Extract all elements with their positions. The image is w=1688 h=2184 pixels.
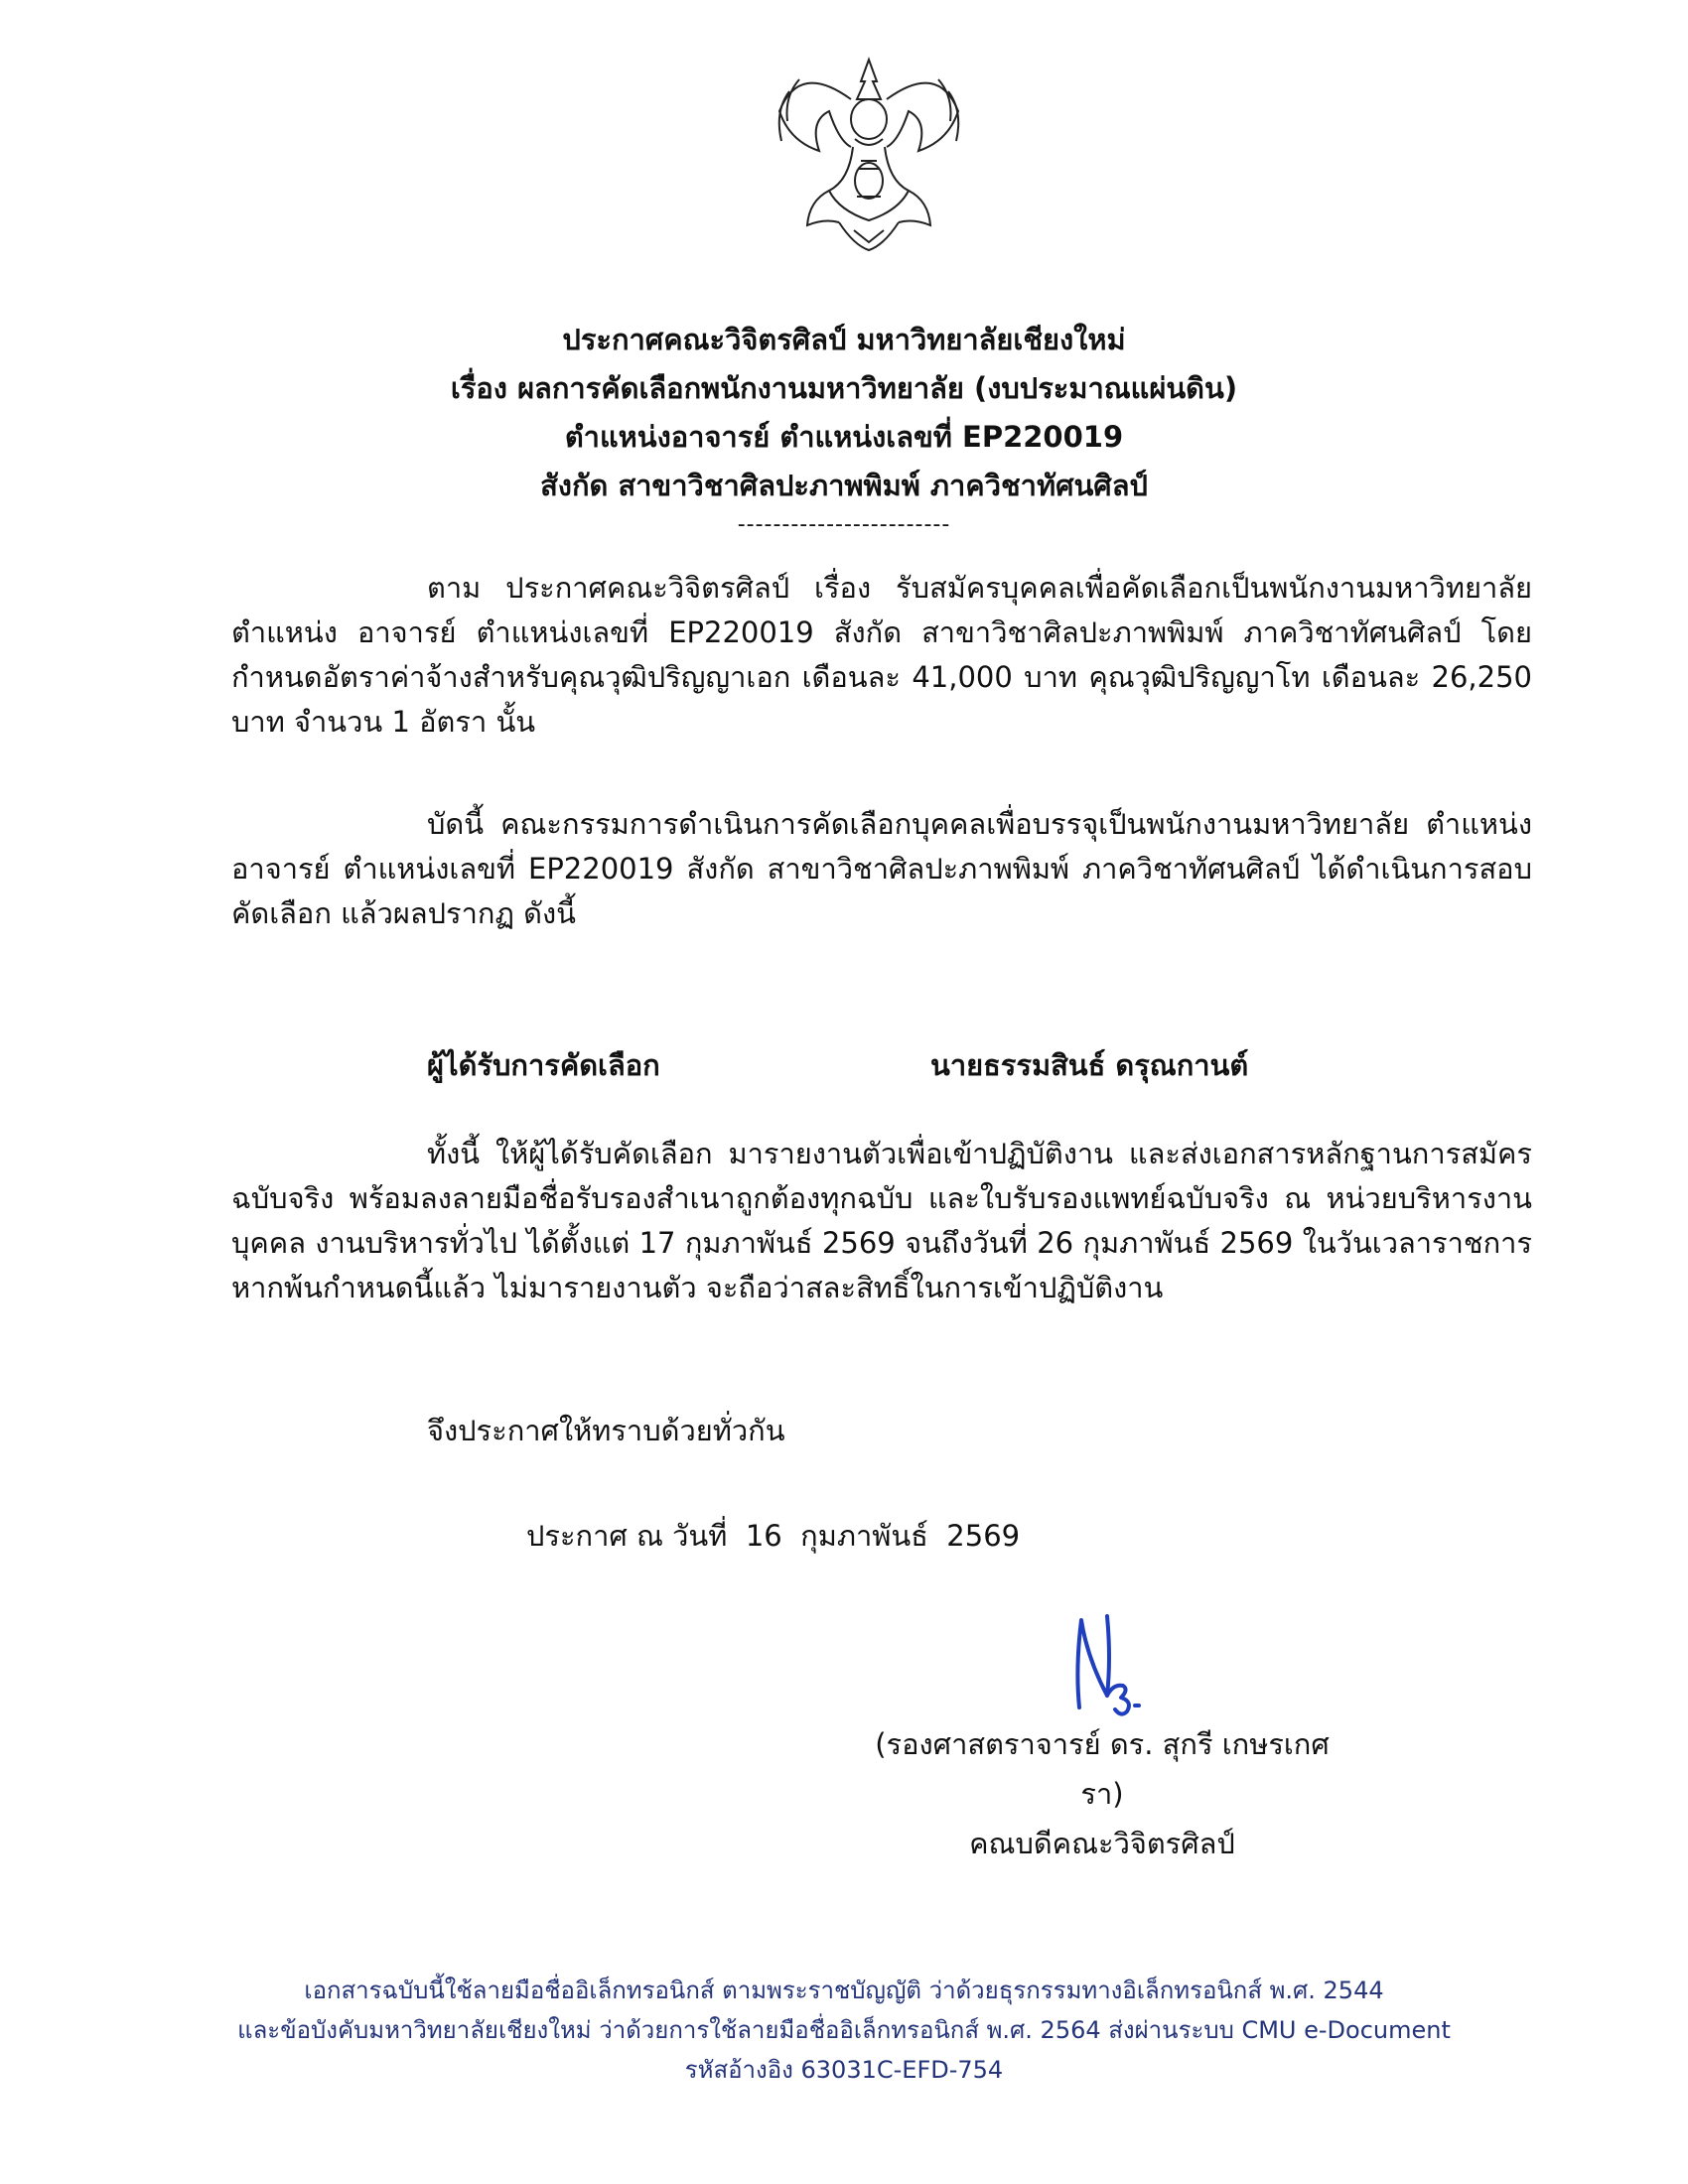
header-subject: เรื่อง ผลการคัดเลือกพนักงานมหาวิทยาลัย (งบประมาณแผ่นดิน) [450, 371, 1238, 405]
header-position: ตำแหน่งอาจารย์ ตำแหน่งเลขที่ EP220019 [564, 420, 1124, 454]
paragraph-recruitment: ตาม ประกาศคณะวิจิตรศิลป์ เรื่อง รับสมัครบุคคลเพื่อคัดเลือกเป็นพนักงานมหาวิทยาลัย ตำแหน่ง อาจารย์ ตำแหน่งเลขที่ EP220019 สังกัด สาขาวิชาศิลปะภาพพิมพ์ ภาควิชาทัศนศิลป์ โดยกำหนดอัตราค่าจ้างสำหรับคุณวุฒิปริญญาเอก เดือนละ 41,000 บาท คุณวุฒิปริญญาโท เดือนละ 26,250 บาท จำนวน 1 อัตรา นั้น [231, 571, 1532, 739]
selected-label: ผู้ได้รับการคัดเลือก [427, 1048, 660, 1082]
handwritten-signature-icon [1067, 1598, 1177, 1722]
signer-title: คณบดีคณะวิจิตรศิลป์ [969, 1827, 1235, 1860]
e-signature-footer [0, 1971, 1688, 2090]
signer-name: (รองศาสตราจารย์ ดร. สุกรี เกษรเกศรา) [875, 1727, 1330, 1811]
selected-candidate [427, 1042, 1249, 1088]
footer-line-1: เอกสารฉบับนี้ใช้ลายมือชื่ออิเล็กทรอนิกส์ ตามพระราชบัญญัติ ว่าด้วยธุรกรรมทางอิเล็กทรอนิกส์ พ.ศ. 2544 [304, 1977, 1384, 2004]
announcement-body-continued [231, 1132, 1532, 1310]
closing-statement: จึงประกาศให้ทราบด้วยทั่วกัน [427, 1414, 785, 1447]
announcement-header [0, 316, 1688, 540]
header-separator: ------------------------ [737, 512, 951, 537]
signer-block [854, 1719, 1350, 1868]
announcement-date: ประกาศ ณ วันที่ 16 กุมภาพันธ์ 2569 [526, 1519, 1021, 1553]
header-affiliation: สังกัด สาขาวิชาศิลปะภาพพิมพ์ ภาควิชาทัศนศิลป์ [540, 469, 1148, 502]
footer-reference-code: รหัสอ้างอิง 63031C-EFD-754 [684, 2056, 1004, 2084]
paragraph-reporting: ทั้งนี้ ให้ผู้ได้รับคัดเลือก มารายงานตัวเพื่อเข้าปฏิบัติงาน และส่งเอกสารหลักฐานการสมัคร ฉบับจริง พร้อมลงลายมือชื่อรับรองสำเนาถูกต้องทุกฉบับ และใบรับรองแพทย์ฉบับจริง ณ หน่วยบริหารงานบุคคล งานบริหารทั่วไป ได้ตั้งแต่ 17 กุมภาพันธ์ 2569 จนถึงวันที่ 26 กุมภาพันธ์ 2569 ในวันเวลาราชการ หากพ้นกำหนดนี้แล้ว ไม่มารายงานตัว จะถือว่าสละสิทธิ์ในการเข้าปฏิบัติงาน [231, 1137, 1533, 1304]
garuda-emblem-icon [770, 52, 968, 255]
paragraph-selection: บัดนี้ คณะกรรมการดำเนินการคัดเลือกบุคคลเพื่อบรรจุเป็นพนักงานมหาวิทยาลัย ตำแหน่ง อาจารย์ ตำแหน่งเลขที่ EP220019 สังกัด สาขาวิชาศิลปะภาพพิมพ์ ภาควิชาทัศนศิลป์ ได้ดำเนินการสอบคัดเลือก แล้วผลปรากฏ ดังนี้ [231, 807, 1532, 930]
footer-line-2: และข้อบังคับมหาวิทยาลัยเชียงใหม่ ว่าด้วยการใช้ลายมือชื่ออิเล็กทรอนิกส์ พ.ศ. 2564 ส่งผ่านระบบ CMU e-Document [237, 2016, 1451, 2044]
announcement-body [231, 566, 1532, 936]
header-issuer: ประกาศคณะวิจิตรศิลป์ มหาวิทยาลัยเชียงใหม่ [562, 323, 1126, 356]
selected-name: นายธรรมสินธ์ ดรุณกานต์ [930, 1048, 1249, 1082]
